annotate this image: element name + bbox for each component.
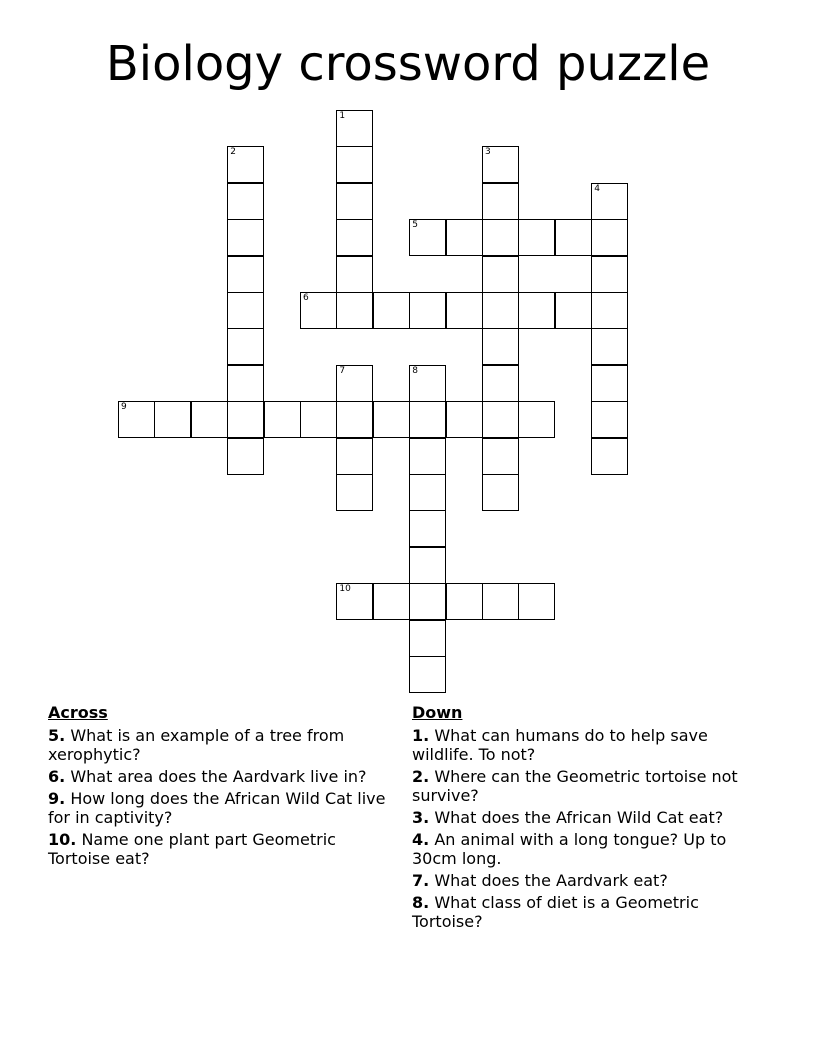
grid-cell[interactable] [482,583,519,620]
grid-cell[interactable] [591,183,628,220]
across-clues [48,703,388,871]
grid-cell[interactable] [446,401,483,438]
grid-cell[interactable] [409,292,446,329]
grid-cell[interactable] [227,219,264,256]
grid-cell[interactable] [300,292,337,329]
clue-number: 6. [48,767,66,786]
grid-cell[interactable] [336,256,373,293]
down-header: Down [412,703,463,722]
across-clue [48,767,388,786]
grid-cell[interactable] [518,292,555,329]
grid-cell[interactable] [482,146,519,183]
grid-cell[interactable] [409,438,446,475]
grid-cell[interactable] [591,256,628,293]
clue-number: 10. [48,830,77,849]
grid-cell[interactable] [518,583,555,620]
grid-cell[interactable] [409,510,446,547]
grid-cell[interactable] [118,401,155,438]
grid-cell[interactable] [409,656,446,693]
grid-cell[interactable] [591,401,628,438]
clue-text: Name one plant part Geometric Tortoise eat? [48,830,336,868]
grid-cell[interactable] [482,438,519,475]
grid-cell[interactable] [227,183,264,220]
across-clue [48,789,388,827]
down-clue [412,893,762,931]
grid-cell[interactable] [591,219,628,256]
grid-cell[interactable] [482,219,519,256]
clue-text: An animal with a long tongue? Up to 30cm long. [412,830,727,868]
clue-number: 5. [48,726,66,745]
grid-cell[interactable] [264,401,301,438]
grid-cell[interactable] [227,438,264,475]
clue-text: Where can the Geometric tortoise not survive? [412,767,738,805]
grid-cell[interactable] [482,365,519,402]
clue-number-label: 7 [339,365,346,376]
clue-number: 3. [412,808,430,827]
grid-cell[interactable] [336,401,373,438]
page-title: Biology crossword puzzle [105,36,711,92]
grid-cell[interactable] [373,583,410,620]
clue-number: 2. [412,767,430,786]
clue-number-label: 3 [485,147,491,158]
grid-cell[interactable] [591,365,628,402]
grid-cell[interactable] [409,219,446,256]
across-clue [48,726,388,764]
down-clue [412,871,762,890]
grid-cell[interactable] [482,328,519,365]
grid-cell[interactable] [227,256,264,293]
grid-cell[interactable] [373,292,410,329]
clue-number: 4. [412,830,430,849]
clue-number-label: 2 [230,147,236,158]
grid-cell[interactable] [154,401,191,438]
grid-cell[interactable] [518,401,555,438]
clue-text: What does the African Wild Cat eat? [434,808,724,827]
clue-text: What does the Aardvark eat? [434,871,668,890]
grid-cell[interactable] [373,401,410,438]
clue-text: How long does the African Wild Cat live for in captivity? [48,789,386,827]
clue-number-label: 8 [412,365,418,376]
grid-cell[interactable] [336,474,373,511]
grid-cell[interactable] [482,256,519,293]
grid-cell[interactable] [409,365,446,402]
grid-cell[interactable] [409,401,446,438]
across-clue [48,830,388,868]
down-clue [412,767,762,805]
grid-cell[interactable] [446,583,483,620]
grid-cell[interactable] [300,401,337,438]
grid-cell[interactable] [482,401,519,438]
grid-cell[interactable] [409,547,446,584]
grid-cell[interactable] [518,219,555,256]
down-clue [412,830,762,868]
grid-cell[interactable] [227,365,264,402]
clue-number: 1. [412,726,430,745]
grid-cell[interactable] [227,146,264,183]
grid-cell[interactable] [409,474,446,511]
grid-cell[interactable] [591,438,628,475]
grid-cell[interactable] [555,219,592,256]
grid-cell[interactable] [409,583,446,620]
grid-cell[interactable] [336,438,373,475]
clue-text: What can humans do to help save wildlife. To not? [412,726,708,764]
clue-number-label: 6 [303,293,309,303]
grid-cell[interactable] [336,365,373,402]
clue-number: 8. [412,893,430,912]
grid-cell[interactable] [446,219,483,256]
clue-number-label: 10 [339,584,351,595]
clue-number-label: 1 [339,111,346,121]
grid-cell[interactable] [446,292,483,329]
grid-cell[interactable] [591,292,628,329]
down-clues [412,703,762,934]
clue-number: 7. [412,871,430,890]
grid-cell[interactable] [191,401,228,438]
clue-text: What class of diet is a Geometric Tortoise? [412,893,699,931]
clue-number-label: 4 [594,183,600,194]
grid-cell[interactable] [591,328,628,365]
down-clue [412,808,762,827]
grid-cell[interactable] [336,219,373,256]
grid-cell[interactable] [336,292,373,329]
grid-cell[interactable] [555,292,592,329]
grid-cell[interactable] [227,401,264,438]
clue-number-label: 5 [412,220,418,231]
clue-number-label: 9 [121,402,127,413]
down-clue [412,726,762,764]
grid-cell[interactable] [482,292,519,329]
clue-text: What is an example of a tree from xerophytic? [48,726,345,764]
grid-cell[interactable] [336,583,373,620]
grid-cell[interactable] [336,146,373,183]
across-header: Across [48,703,108,722]
grid-cell[interactable] [336,183,373,220]
grid-cell[interactable] [482,474,519,511]
grid-cell[interactable] [227,328,264,365]
grid-cell[interactable] [336,110,373,147]
grid-cell[interactable] [482,183,519,220]
clue-text: What area does the Aardvark live in? [70,767,367,786]
grid-cell[interactable] [409,620,446,657]
clue-number: 9. [48,789,66,808]
grid-cell[interactable] [227,292,264,329]
